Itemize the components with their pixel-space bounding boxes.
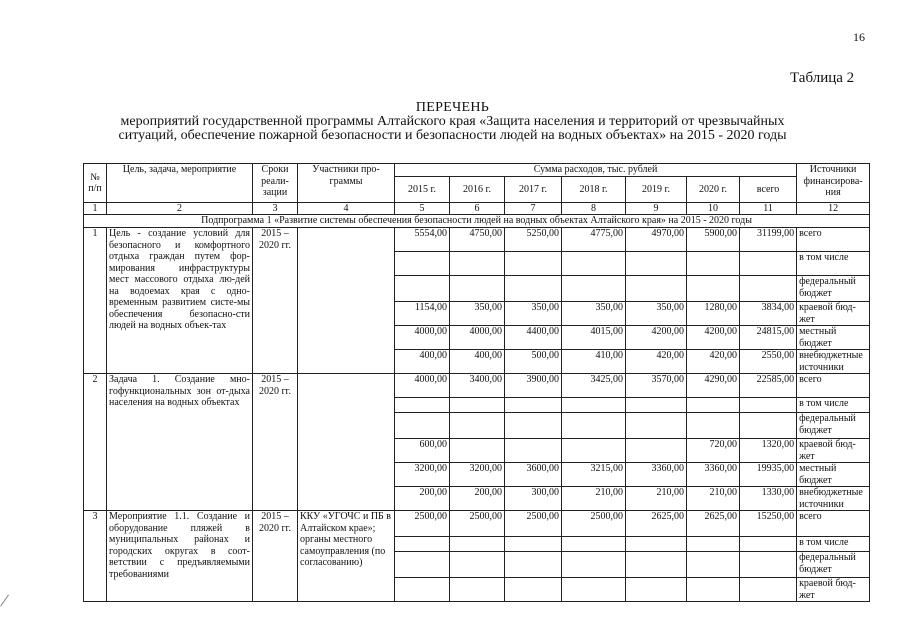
value-total: 3834,00 bbox=[740, 302, 797, 326]
header-sum: Сумма расходов, тыс. рублей bbox=[395, 164, 797, 177]
value-year: 410,00 bbox=[562, 350, 626, 374]
value-year bbox=[450, 252, 505, 276]
value-year bbox=[450, 578, 505, 602]
value-year: 300,00 bbox=[505, 487, 562, 511]
value-year: 3425,00 bbox=[562, 374, 626, 398]
value-year: 3360,00 bbox=[687, 463, 740, 487]
value-total: 22585,00 bbox=[740, 374, 797, 398]
value-year: 350,00 bbox=[505, 302, 562, 326]
value-year: 500,00 bbox=[505, 350, 562, 374]
header-year-2018: 2018 г. bbox=[562, 177, 626, 203]
table-row bbox=[84, 228, 870, 252]
value-year: 420,00 bbox=[687, 350, 740, 374]
value-year bbox=[395, 398, 450, 413]
value-year bbox=[687, 578, 740, 602]
value-year bbox=[626, 578, 687, 602]
header-year-2017: 2017 г. bbox=[505, 177, 562, 203]
funding-source: местный бюджет bbox=[797, 326, 870, 350]
value-year bbox=[450, 413, 505, 439]
value-year bbox=[687, 537, 740, 552]
header-year-2015: 2015 г. bbox=[395, 177, 450, 203]
value-year: 400,00 bbox=[450, 350, 505, 374]
value-total: 15250,00 bbox=[740, 511, 797, 537]
value-year bbox=[450, 552, 505, 578]
activities-table bbox=[83, 163, 870, 602]
value-year bbox=[395, 252, 450, 276]
value-total bbox=[740, 252, 797, 276]
funding-source: всего bbox=[797, 511, 870, 537]
value-year: 2500,00 bbox=[450, 511, 505, 537]
value-year bbox=[562, 578, 626, 602]
value-total bbox=[740, 552, 797, 578]
value-year bbox=[505, 439, 562, 463]
value-year bbox=[626, 552, 687, 578]
value-year bbox=[395, 413, 450, 439]
row-participants: ККУ «УГОЧС и ПБ в Алтайском крае»; органы местного самоуправления (по согласованию) bbox=[298, 511, 395, 602]
value-year: 4200,00 bbox=[687, 326, 740, 350]
column-number: 4 bbox=[298, 203, 395, 215]
value-year: 350,00 bbox=[626, 302, 687, 326]
value-year: 1154,00 bbox=[395, 302, 450, 326]
value-year: 4400,00 bbox=[505, 326, 562, 350]
funding-source: внебюджетные источники bbox=[797, 487, 870, 511]
table-body bbox=[84, 228, 870, 602]
value-year: 3400,00 bbox=[450, 374, 505, 398]
column-number: 11 bbox=[740, 203, 797, 215]
value-year bbox=[505, 413, 562, 439]
value-year bbox=[687, 552, 740, 578]
funding-source: местный бюджет bbox=[797, 463, 870, 487]
row-participants bbox=[298, 374, 395, 511]
value-total bbox=[740, 537, 797, 552]
row-goal: Цель - создание условий для безопасного и комфортного отдыха граждан путем фор-мирования инфраструктуры мест массового отдыха лю-дей на водоемах края с одно-временным развитием систе-мы обеспечения безопасно-сти людей на водных объек-тах bbox=[107, 228, 253, 374]
value-total: 31199,00 bbox=[740, 228, 797, 252]
subprogram-row bbox=[84, 215, 870, 228]
table-caption: Таблица 2 bbox=[790, 70, 855, 86]
funding-source: в том числе bbox=[797, 537, 870, 552]
value-year: 2500,00 bbox=[505, 511, 562, 537]
value-total bbox=[740, 413, 797, 439]
value-year bbox=[687, 252, 740, 276]
funding-source: краевой бюд-жет bbox=[797, 578, 870, 602]
column-number: 10 bbox=[687, 203, 740, 215]
value-year bbox=[687, 398, 740, 413]
column-number: 12 bbox=[797, 203, 870, 215]
column-number: 8 bbox=[562, 203, 626, 215]
value-total: 2550,00 bbox=[740, 350, 797, 374]
table-header-row-1 bbox=[84, 164, 870, 177]
table-row bbox=[84, 511, 870, 537]
value-year: 210,00 bbox=[687, 487, 740, 511]
row-number: 3 bbox=[84, 511, 107, 602]
value-year: 350,00 bbox=[562, 302, 626, 326]
header-source: Источники финансирова-ния bbox=[797, 164, 870, 203]
value-year: 4775,00 bbox=[562, 228, 626, 252]
value-year: 3360,00 bbox=[626, 463, 687, 487]
value-year bbox=[687, 276, 740, 302]
value-year bbox=[505, 578, 562, 602]
value-year: 350,00 bbox=[450, 302, 505, 326]
funding-source: федеральный бюджет bbox=[797, 276, 870, 302]
row-term: 2015 – 2020 гг. bbox=[253, 374, 298, 511]
value-year bbox=[562, 276, 626, 302]
funding-source: в том числе bbox=[797, 252, 870, 276]
value-year bbox=[562, 252, 626, 276]
value-year: 3215,00 bbox=[562, 463, 626, 487]
header-term: Сроки реали-зации bbox=[253, 164, 298, 203]
value-year: 200,00 bbox=[450, 487, 505, 511]
value-year bbox=[626, 252, 687, 276]
value-year: 600,00 bbox=[395, 439, 450, 463]
value-year: 2625,00 bbox=[687, 511, 740, 537]
value-year: 3900,00 bbox=[505, 374, 562, 398]
value-year bbox=[395, 537, 450, 552]
value-year: 4000,00 bbox=[450, 326, 505, 350]
value-year: 4290,00 bbox=[687, 374, 740, 398]
value-year: 210,00 bbox=[562, 487, 626, 511]
value-year bbox=[395, 578, 450, 602]
value-year bbox=[505, 552, 562, 578]
value-year: 3200,00 bbox=[450, 463, 505, 487]
document-subtitle-line-1: мероприятий государственной программы Алтайского края «Защита населения и территорий от чрезвычайных bbox=[120, 114, 785, 129]
table-row bbox=[84, 374, 870, 398]
page-number: 16 bbox=[853, 30, 865, 44]
value-year bbox=[450, 537, 505, 552]
funding-source: федеральный бюджет bbox=[797, 552, 870, 578]
value-year bbox=[687, 413, 740, 439]
value-total bbox=[740, 276, 797, 302]
value-year bbox=[450, 276, 505, 302]
value-year bbox=[505, 276, 562, 302]
value-year: 720,00 bbox=[687, 439, 740, 463]
value-year bbox=[562, 398, 626, 413]
row-term: 2015 – 2020 гг. bbox=[253, 228, 298, 374]
value-year: 210,00 bbox=[626, 487, 687, 511]
value-year: 5554,00 bbox=[395, 228, 450, 252]
value-year bbox=[395, 552, 450, 578]
funding-source: краевой бюд-жет bbox=[797, 439, 870, 463]
value-year bbox=[626, 413, 687, 439]
column-number: 5 bbox=[395, 203, 450, 215]
value-year bbox=[626, 276, 687, 302]
column-number: 2 bbox=[107, 203, 253, 215]
value-year: 4970,00 bbox=[626, 228, 687, 252]
value-year: 3200,00 bbox=[395, 463, 450, 487]
value-year bbox=[395, 276, 450, 302]
header-goal: Цель, задача, мероприятие bbox=[107, 164, 253, 203]
column-number: 6 bbox=[450, 203, 505, 215]
column-number: 3 bbox=[253, 203, 298, 215]
value-year bbox=[562, 413, 626, 439]
document-subtitle-line-2: ситуаций, обеспечение пожарной безопасности и безопасности людей на водных объектах» на 2015 - 2020 годы bbox=[118, 128, 787, 143]
funding-source: внебюджетные источники bbox=[797, 350, 870, 374]
header-total: всего bbox=[740, 177, 797, 203]
column-number: 7 bbox=[505, 203, 562, 215]
funding-source: в том числе bbox=[797, 398, 870, 413]
value-year: 4000,00 bbox=[395, 326, 450, 350]
value-year bbox=[505, 252, 562, 276]
document-title: ПЕРЕЧЕНЬ bbox=[415, 100, 490, 115]
value-year: 2625,00 bbox=[626, 511, 687, 537]
value-year bbox=[562, 537, 626, 552]
value-year: 3600,00 bbox=[505, 463, 562, 487]
value-year bbox=[562, 552, 626, 578]
funding-source: федеральный бюджет bbox=[797, 413, 870, 439]
margin-mark bbox=[0, 595, 19, 614]
value-year: 3570,00 bbox=[626, 374, 687, 398]
value-year bbox=[626, 537, 687, 552]
value-year: 5900,00 bbox=[687, 228, 740, 252]
value-year bbox=[450, 398, 505, 413]
row-participants bbox=[298, 228, 395, 374]
value-total: 1320,00 bbox=[740, 439, 797, 463]
value-year: 4000,00 bbox=[395, 374, 450, 398]
value-year bbox=[450, 439, 505, 463]
row-goal: Задача 1. Создание мно-гофункциональных зон от-дыха населения на водных объектах bbox=[107, 374, 253, 511]
header-year-2016: 2016 г. bbox=[450, 177, 505, 203]
row-number: 1 bbox=[84, 228, 107, 374]
value-year bbox=[626, 398, 687, 413]
value-year bbox=[505, 398, 562, 413]
value-total bbox=[740, 578, 797, 602]
value-year: 420,00 bbox=[626, 350, 687, 374]
row-goal: Мероприятие 1.1. Создание и оборудование пляжей в муниципальных районах и городских округах в соот-ветствии с предъявляемыми требованиями bbox=[107, 511, 253, 602]
funding-source: краевой бюд-жет bbox=[797, 302, 870, 326]
value-total: 24815,00 bbox=[740, 326, 797, 350]
value-total: 1330,00 bbox=[740, 487, 797, 511]
value-year: 2500,00 bbox=[395, 511, 450, 537]
value-year bbox=[626, 439, 687, 463]
row-number: 2 bbox=[84, 374, 107, 511]
value-total: 19935,00 bbox=[740, 463, 797, 487]
row-term: 2015 – 2020 гг. bbox=[253, 511, 298, 602]
value-year: 2500,00 bbox=[562, 511, 626, 537]
value-total bbox=[740, 398, 797, 413]
subprogram-title: Подпрограмма 1 «Развитие системы обеспечения безопасности людей на водных объектах Алтайского края» на 2015 - 2020 годы bbox=[84, 215, 870, 228]
header-year-2019: 2019 г. bbox=[626, 177, 687, 203]
value-year: 1280,00 bbox=[687, 302, 740, 326]
value-year bbox=[505, 537, 562, 552]
funding-source: всего bbox=[797, 228, 870, 252]
value-year: 200,00 bbox=[395, 487, 450, 511]
value-year: 5250,00 bbox=[505, 228, 562, 252]
value-year: 4015,00 bbox=[562, 326, 626, 350]
header-num: № п/п bbox=[84, 164, 107, 203]
column-numbers-row bbox=[84, 203, 870, 215]
header-participants: Участники про-граммы bbox=[298, 164, 395, 203]
value-year bbox=[562, 439, 626, 463]
funding-source: всего bbox=[797, 374, 870, 398]
value-year: 4200,00 bbox=[626, 326, 687, 350]
column-number: 1 bbox=[84, 203, 107, 215]
column-number: 9 bbox=[626, 203, 687, 215]
header-year-2020: 2020 г. bbox=[687, 177, 740, 203]
value-year: 400,00 bbox=[395, 350, 450, 374]
value-year: 4750,00 bbox=[450, 228, 505, 252]
